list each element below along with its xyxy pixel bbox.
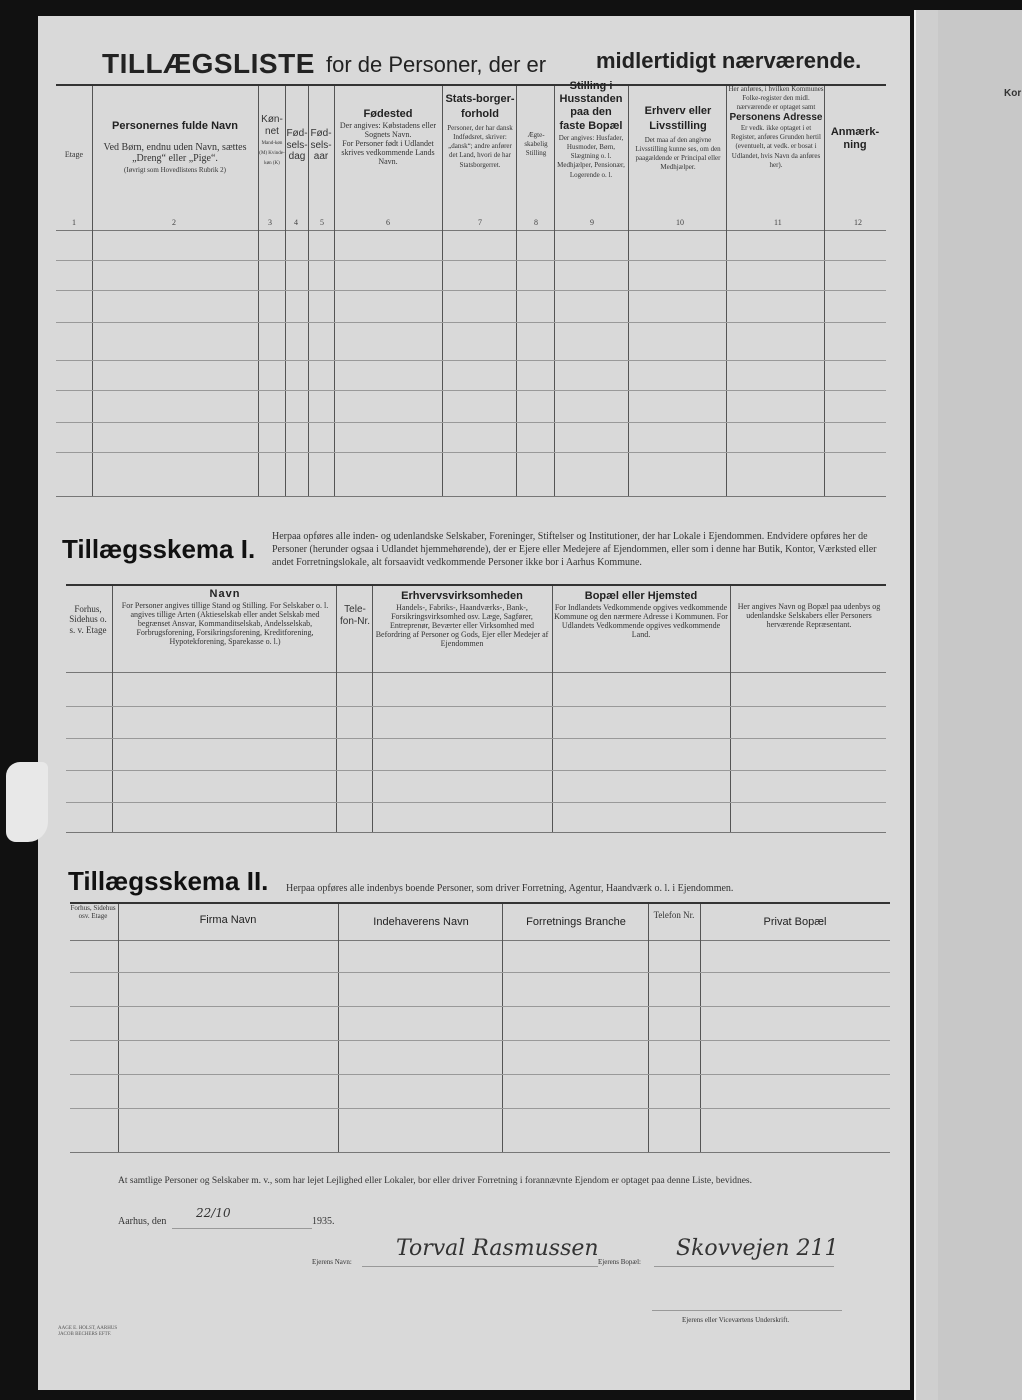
page-edge xyxy=(914,10,938,1400)
owner-name-handwritten: Torval Rasmussen xyxy=(396,1236,599,1261)
table1-col-number: 6 xyxy=(386,218,390,227)
skema1-top-rule xyxy=(66,584,886,586)
skema2-row-line xyxy=(70,1006,890,1007)
table1-vline xyxy=(554,86,555,496)
page-title: TILLÆGSLISTE xyxy=(102,48,315,79)
skema1-header-rule xyxy=(66,672,886,673)
s1-col-repraesentant: Her angives Navn og Bopæl paa udenbys og udenlandske Selskabers eller Personers herværende Repræsentant. xyxy=(737,602,881,630)
skema1-row-line xyxy=(66,738,886,739)
footer-date-handwritten: 22/10 xyxy=(196,1206,231,1220)
table1-vline xyxy=(726,86,727,496)
skema2-row-line xyxy=(70,1108,890,1109)
table1-col-number: 2 xyxy=(172,218,176,227)
t1-col-adresse: Her anføres, i hvilken Kommunes Folke-register den midl. nærværende er optaget samt Personens Adresse Er vedk. ikke optaget i et Register, anføres Grunden hertil (eventuelt, at vedk. er bosat i Udlandet, hvis Navn da anføres her). xyxy=(728,85,824,169)
table1-col-number: 5 xyxy=(320,218,324,227)
table1-row-line xyxy=(56,290,886,291)
footer-year: 1935. xyxy=(312,1216,335,1227)
skema2-vline xyxy=(338,904,339,1152)
owner-name-line xyxy=(362,1266,598,1267)
table1-col-number: 7 xyxy=(478,218,482,227)
paper-tab xyxy=(6,762,48,842)
skema1-vline xyxy=(336,586,337,832)
skema1-row-line xyxy=(66,706,886,707)
table1-vline xyxy=(442,86,443,496)
footer-statement: At samtlige Personer og Selskaber m. v., som har lejet Lejlighed eller Lokaler, bor eller driver Forretning i forannævnte Ejendom er optaget paa denne Liste, bevidnes. xyxy=(118,1176,752,1186)
adjacent-page xyxy=(938,10,1022,1400)
table1-header-rule xyxy=(56,230,886,231)
skema1-title: Tillægsskema I. xyxy=(62,534,256,564)
t1-col-erhverv: Erhverv eller Livsstilling Det maa af den angivne Livsstilling kunne ses, om den paagældende er Principal eller Medhjælper. xyxy=(635,105,721,172)
s2-col-privat-bopael: Privat Bopæl xyxy=(763,916,827,928)
table1-vline xyxy=(516,86,517,496)
skema2-title: Tillægsskema II. xyxy=(68,866,269,896)
skema2-bottom-rule xyxy=(70,1152,890,1153)
s1-col-bopael: Bopæl eller Hjemsted For Indlandets Vedkommende opgives vedkommende Kommune og den nærmere Adresse i Kommunen. For Udlandets Vedkommende opgives vedkommende Land. xyxy=(554,590,728,640)
table1-row-line xyxy=(56,260,886,261)
date-line xyxy=(172,1228,312,1229)
skema2-row-line xyxy=(70,1040,890,1041)
skema2-top-rule xyxy=(70,902,890,904)
owner-name-label: Ejerens Navn: xyxy=(312,1258,352,1266)
skema2-header-rule xyxy=(70,940,890,941)
table1-row-line xyxy=(56,422,886,423)
adjacent-page-text: Kor xyxy=(1004,88,1022,99)
skema2-vline xyxy=(502,904,503,1152)
skema2-vline xyxy=(648,904,649,1152)
skema2-description: Herpaa opføres alle indenbys boende Personer, som driver Forretning, Agentur, Haandværk o. l. i Ejendommen. xyxy=(286,883,734,894)
t1-col-etage: Etage xyxy=(64,150,84,159)
table1-vline xyxy=(92,86,93,496)
skema1-description: Herpaa opføres alle inden- og udenlandske Selskaber, Foreninger, Stiftelser og Institutioner, der har Lokale i Ejendommen. Endvidere opføres her de Personer (herunder ogsaa i Udlandet hjemmehørende), der er Ejere eller Medejere af Ejendommen, eller som i denne har Butik, Kontor, Værksted eller andet Forretningslokale, alt forsaavidt vedkommende Personer ikke bor i Aarhus Kommune. xyxy=(272,531,877,568)
skema1-row-line xyxy=(66,802,886,803)
t1-col-fodselsdag: Fød-sels-dag xyxy=(286,128,308,162)
table1-col-number: 1 xyxy=(72,218,76,227)
table1-col-number: 10 xyxy=(676,218,684,227)
skema2-vline xyxy=(118,904,119,1152)
table1-vline xyxy=(824,86,825,496)
skema2-row-line xyxy=(70,972,890,973)
s2-col-etage: Forhus, Sidehus osv. Etage xyxy=(70,904,116,921)
table1-row-line xyxy=(56,390,886,391)
t1-col-fodested: Fødested Der angives: Købstadens eller Sognets Navn. For Personer født i Udlandet skrives vedkommende Lands Navn. xyxy=(339,108,437,167)
table1-row-line xyxy=(56,322,886,323)
t1-col-husstand: Stilling i Husstanden paa den faste Bopæl Der angives: Husfader, Husmoder, Børn, Slægtning o. l. Medhjælper, Pensionær, Logerende o. l. xyxy=(557,80,625,179)
skema1-vline xyxy=(730,586,731,832)
table1-col-number: 8 xyxy=(534,218,538,227)
owner-addr-handwritten: Skovvejen 211 xyxy=(676,1236,839,1261)
table1-row-line xyxy=(56,360,886,361)
table1-bottom-rule xyxy=(56,496,886,497)
skema1-vline xyxy=(112,586,113,832)
s1-col-navn: Navn For Personer angives tillige Stand og Stilling. For Selskaber o. l. angives tillige Arten (Aktieselskab eller andet Selskab med begrænset Ansvar, Kommanditselskab, Andelsselskab, Forbrugsforening, Forsikringsforening, Kreditforening, Hypotekforening, Sparekasse o. l.) xyxy=(121,588,329,647)
owner-addr-label: Ejerens Bopæl: xyxy=(598,1258,641,1266)
s2-col-telefon: Telefon Nr. xyxy=(653,910,695,920)
t1-col-fodselsaar: Fød-sels-aar xyxy=(310,128,332,162)
s1-col-etage: Forhus, Sidehus o. s. v. Etage xyxy=(69,604,107,635)
skema2-row-line xyxy=(70,1074,890,1075)
table1-col-number: 3 xyxy=(268,218,272,227)
s2-col-indehaver: Indehaverens Navn xyxy=(373,916,469,928)
footer-place: Aarhus, den xyxy=(118,1216,167,1227)
skema1-bottom-rule xyxy=(66,832,886,833)
signature-label: Ejerens eller Viceværtens Underskrift. xyxy=(682,1316,790,1324)
t1-col-statsborger: Stats-borger-forhold Personer, der har dansk Indfødsret, skriver: „dansk“; andre anfører det Land, hvori de har Statsborgerret. xyxy=(445,93,515,169)
t1-col-aegteskab: Ægte-skabelig Stilling xyxy=(524,131,548,158)
owner-addr-line xyxy=(654,1266,834,1267)
t1-col-anmaerkning: Anmærk-ning xyxy=(830,126,880,151)
table1-row-line xyxy=(56,452,886,453)
page-subtitle-bold: midlertidigt nærværende. xyxy=(596,48,862,73)
table1-col-number: 12 xyxy=(854,218,862,227)
signature-line xyxy=(652,1310,842,1311)
s2-col-branche: Forretnings Branche xyxy=(526,916,626,928)
page-subtitle: for de Personer, der er xyxy=(326,52,547,77)
skema2-vline xyxy=(700,904,701,1152)
table1-vline xyxy=(334,86,335,496)
printer-imprint: AAGE E. HOLST, AARHUS JACOB BECHERS EFTF. xyxy=(58,1326,118,1337)
s1-col-telefon: Tele-fon-Nr. xyxy=(339,604,370,627)
t1-col-kon: Køn-net Mand-køn (M) Kvinde-køn (K) xyxy=(259,114,285,166)
table1-col-number: 4 xyxy=(294,218,298,227)
skema1-vline xyxy=(372,586,373,832)
s1-col-erhverv: Erhvervsvirksomheden Handels-, Fabriks-, Haandværks-, Bank-, Forsikringsvirksomhed osv. Læge, Sagfører, Entreprenør, Beværter eller Virksomhed med Befordring af Personer og Gods, Ejer eller Medejer af Ejendommen xyxy=(375,590,549,649)
skema1-row-line xyxy=(66,770,886,771)
table1-vline xyxy=(628,86,629,496)
table1-col-number: 9 xyxy=(590,218,594,227)
s2-col-firma: Firma Navn xyxy=(199,914,257,926)
t1-col-navn: Personernes fulde Navn Ved Børn, endnu uden Navn, sættes „Dreng“ eller „Pige“. (Iøvrigt som Hovedlistens Rubrik 2) xyxy=(103,120,247,174)
table1-col-number: 11 xyxy=(774,218,782,227)
